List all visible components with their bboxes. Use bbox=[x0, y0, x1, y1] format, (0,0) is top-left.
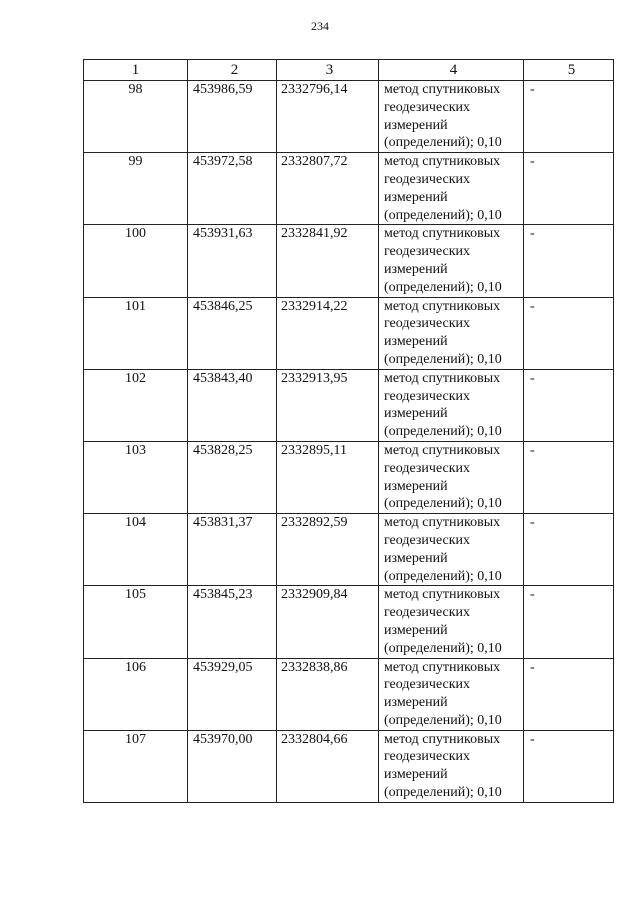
method-line: (определений); 0,10 bbox=[384, 424, 502, 440]
x-coordinate-cell: 453986,59 bbox=[188, 81, 277, 153]
method-line: геодезических bbox=[384, 316, 471, 332]
table-row bbox=[84, 514, 614, 586]
method-line: геодезических bbox=[384, 605, 471, 621]
column-header-2: 2 bbox=[188, 60, 277, 81]
method-line: геодезических bbox=[384, 532, 471, 548]
y-coordinate-cell: 2332909,84 bbox=[277, 586, 379, 658]
y-coordinate-cell: 2332913,95 bbox=[277, 369, 379, 441]
method-line: измерений bbox=[384, 767, 448, 783]
point-number-cell: 98 bbox=[84, 81, 188, 153]
method-line: (определений); 0,10 bbox=[384, 135, 502, 151]
x-coordinate-cell: 453970,00 bbox=[188, 730, 277, 802]
column-header-3: 3 bbox=[277, 60, 379, 81]
method-line: метод спутниковых bbox=[384, 370, 501, 386]
y-coordinate-cell: 2332807,72 bbox=[277, 153, 379, 225]
y-coordinate-cell: 2332838,86 bbox=[277, 658, 379, 730]
table-row bbox=[84, 225, 614, 297]
point-number-cell: 100 bbox=[84, 225, 188, 297]
point-number-cell: 101 bbox=[84, 297, 188, 369]
table-row bbox=[84, 369, 614, 441]
method-line: геодезических bbox=[384, 388, 471, 404]
note-cell: - bbox=[524, 81, 614, 153]
method-line: (определений); 0,10 bbox=[384, 279, 502, 295]
method-line: метод спутниковых bbox=[384, 587, 501, 603]
table-row bbox=[84, 658, 614, 730]
method-line: геодезических bbox=[384, 749, 471, 765]
method-cell bbox=[379, 81, 524, 153]
method-cell bbox=[379, 658, 524, 730]
point-number-cell: 106 bbox=[84, 658, 188, 730]
column-header-1: 1 bbox=[84, 60, 188, 81]
y-coordinate-cell: 2332796,14 bbox=[277, 81, 379, 153]
method-cell bbox=[379, 153, 524, 225]
method-line: измерений bbox=[384, 406, 448, 422]
column-header-5: 5 bbox=[524, 60, 614, 81]
y-coordinate-cell: 2332892,59 bbox=[277, 514, 379, 586]
note-cell: - bbox=[524, 297, 614, 369]
note-cell: - bbox=[524, 369, 614, 441]
note-cell: - bbox=[524, 225, 614, 297]
method-line: метод спутниковых bbox=[384, 515, 501, 531]
method-cell bbox=[379, 441, 524, 513]
method-line: измерений bbox=[384, 261, 448, 277]
note-cell: - bbox=[524, 658, 614, 730]
y-coordinate-cell: 2332841,92 bbox=[277, 225, 379, 297]
point-number-cell: 104 bbox=[84, 514, 188, 586]
point-number-cell: 107 bbox=[84, 730, 188, 802]
table-row bbox=[84, 730, 614, 802]
method-cell bbox=[379, 297, 524, 369]
note-cell: - bbox=[524, 153, 614, 225]
method-line: геодезических bbox=[384, 460, 471, 476]
method-cell bbox=[379, 586, 524, 658]
method-line: измерений bbox=[384, 117, 448, 133]
note-cell: - bbox=[524, 730, 614, 802]
table-body bbox=[84, 81, 614, 803]
method-line: (определений); 0,10 bbox=[384, 496, 502, 512]
table-row bbox=[84, 441, 614, 513]
x-coordinate-cell: 453846,25 bbox=[188, 297, 277, 369]
method-line: (определений); 0,10 bbox=[384, 351, 502, 367]
method-cell bbox=[379, 514, 524, 586]
note-cell: - bbox=[524, 441, 614, 513]
method-line: (определений); 0,10 bbox=[384, 640, 502, 656]
method-line: метод спутниковых bbox=[384, 659, 501, 675]
x-coordinate-cell: 453831,37 bbox=[188, 514, 277, 586]
method-line: геодезических bbox=[384, 99, 471, 115]
x-coordinate-cell: 453845,23 bbox=[188, 586, 277, 658]
method-line: измерений bbox=[384, 622, 448, 638]
method-line: (определений); 0,10 bbox=[384, 785, 502, 801]
x-coordinate-cell: 453843,40 bbox=[188, 369, 277, 441]
method-line: геодезических bbox=[384, 171, 471, 187]
note-cell: - bbox=[524, 514, 614, 586]
table-row bbox=[84, 586, 614, 658]
method-line: измерений bbox=[384, 550, 448, 566]
method-line: (определений); 0,10 bbox=[384, 568, 502, 584]
method-line: геодезических bbox=[384, 677, 471, 693]
point-number-cell: 99 bbox=[84, 153, 188, 225]
point-number-cell: 105 bbox=[84, 586, 188, 658]
point-number-cell: 102 bbox=[84, 369, 188, 441]
x-coordinate-cell: 453828,25 bbox=[188, 441, 277, 513]
y-coordinate-cell: 2332804,66 bbox=[277, 730, 379, 802]
method-cell bbox=[379, 730, 524, 802]
note-cell: - bbox=[524, 586, 614, 658]
table-header-row bbox=[84, 60, 614, 81]
method-line: метод спутниковых bbox=[384, 82, 501, 97]
method-line: измерений bbox=[384, 478, 448, 494]
table-row bbox=[84, 297, 614, 369]
y-coordinate-cell: 2332895,11 bbox=[277, 441, 379, 513]
page-number: 234 bbox=[311, 19, 329, 33]
method-line: (определений); 0,10 bbox=[384, 207, 502, 223]
method-line: метод спутниковых bbox=[384, 154, 501, 170]
y-coordinate-cell: 2332914,22 bbox=[277, 297, 379, 369]
method-cell bbox=[379, 225, 524, 297]
x-coordinate-cell: 453931,63 bbox=[188, 225, 277, 297]
column-header-4: 4 bbox=[379, 60, 524, 81]
method-line: измерений bbox=[384, 334, 448, 350]
table-row bbox=[84, 153, 614, 225]
method-line: измерений bbox=[384, 695, 448, 711]
method-line: измерений bbox=[384, 189, 448, 205]
method-line: метод спутниковых bbox=[384, 731, 501, 747]
method-line: метод спутниковых bbox=[384, 442, 501, 458]
x-coordinate-cell: 453972,58 bbox=[188, 153, 277, 225]
coordinates-table bbox=[83, 59, 614, 803]
point-number-cell: 103 bbox=[84, 441, 188, 513]
x-coordinate-cell: 453929,05 bbox=[188, 658, 277, 730]
method-line: (определений); 0,10 bbox=[384, 712, 502, 728]
method-line: метод спутниковых bbox=[384, 298, 501, 314]
method-line: метод спутниковых bbox=[384, 226, 501, 242]
table-row bbox=[84, 81, 614, 153]
method-line: геодезических bbox=[384, 244, 471, 260]
method-cell bbox=[379, 369, 524, 441]
